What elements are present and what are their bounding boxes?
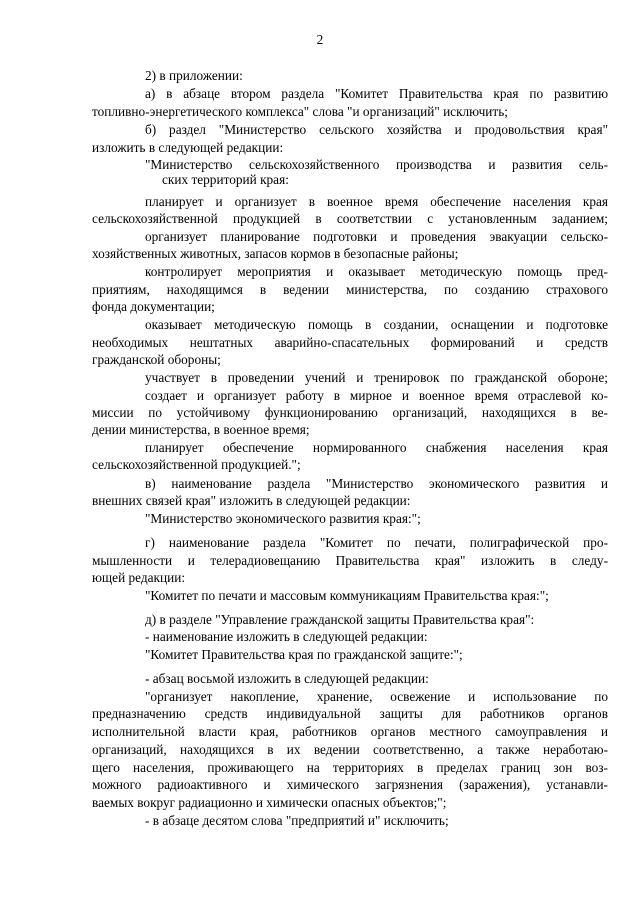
text-line: а) в абзаце втором раздела "Комитет Правительства края по развитию: [145, 86, 608, 101]
text-line: создает и организует работу в мирное и военное время отраслевой ко-: [145, 388, 608, 403]
text-line: хозяйственных животных, запасов кормов в безопасные районы;: [92, 246, 459, 261]
text-line: "Комитет Правительства края по гражданской защите:";: [145, 647, 463, 662]
text-line: - наименование изложить в следующей редакции:: [145, 629, 428, 644]
text-line: исполнительной власти края, работников органов местного самоуправления и: [92, 724, 608, 739]
text-line: фонда документации;: [92, 299, 215, 314]
text-line: дении министерства, в военное время;: [92, 422, 310, 437]
text-line: "Министерство сельскохозяйственного производства и развития сель-: [145, 157, 608, 172]
text-line: контролирует мероприятия и оказывает методическую помощь пред-: [145, 264, 608, 279]
text-line: "организует накопление, хранение, освежение и использование по: [145, 689, 608, 704]
text-line: в) наименование раздела "Министерство экономического развития и: [145, 476, 608, 491]
text-line: "Министерство экономического развития края:";: [145, 511, 421, 526]
text-line: "Комитет по печати и массовым коммуникациям Правительства края:";: [145, 588, 549, 603]
text-line: организует планирование подготовки и проведения эвакуации сельско-: [145, 229, 608, 244]
text-line: оказывает методическую помощь в создании, оснащении и подготовке: [145, 317, 608, 332]
text-line: - абзац восьмой изложить в следующей редакции:: [145, 671, 429, 686]
text-line: 2) в приложении:: [145, 68, 243, 83]
text-line: необходимых нештатных аварийно-спасательных формирований и средств: [92, 335, 608, 350]
text-line: приятиям, находящимся в ведении министерства, по созданию страхового: [92, 282, 608, 297]
text-line: - в абзаце десятом слова "предприятий и" исключить;: [145, 813, 449, 828]
text-line: миссии по устойчивому функционированию организаций, находящихся в ве-: [92, 405, 608, 420]
text-line: г) наименование раздела "Комитет по печати, полиграфической про-: [145, 535, 608, 550]
text-line: ских территорий края:: [162, 172, 289, 187]
text-line: топливно-энергетического комплекса" слова "и организаций" исключить;: [92, 104, 508, 119]
text-line: планирует обеспечение нормированного снабжения населения края: [145, 440, 608, 455]
text-line: сельскохозяйственной продукцией в соответствии с установленным заданием;: [92, 211, 608, 226]
text-line: щего населения, проживающего на территориях в пределах границ зон воз-: [92, 760, 608, 775]
text-line: организаций, находящихся в их ведении соответственно, а также неработаю-: [92, 742, 608, 757]
text-line: участвует в проведении учений и тренировок по гражданской обороне;: [145, 370, 608, 385]
text-line: предназначению средств индивидуальной защиты для работников органов: [92, 706, 608, 721]
text-line: д) в разделе "Управление гражданской защиты Правительства края":: [145, 612, 535, 627]
text-line: внешних связей края" изложить в следующей редакции:: [92, 493, 411, 508]
text-line: можного радиоактивного и химического загрязнения (заражения), устанавли-: [92, 777, 608, 792]
text-line: б) раздел "Министерство сельского хозяйства и продовольствия края": [145, 122, 608, 137]
text-line: гражданской обороны;: [92, 352, 221, 367]
page-number: 2: [316, 32, 324, 47]
text-line: изложить в следующей редакции:: [92, 140, 284, 155]
text-line: планирует и организует в военное время обеспечение населения края: [145, 194, 608, 209]
text-line: мышленности и телерадиовещанию Правительства края" изложить в следу-: [92, 553, 608, 568]
text-line: ющей редакции:: [92, 570, 186, 585]
text-line: ваемых вокруг радиационно и химически опасных объектов;";: [92, 795, 447, 810]
text-line: сельскохозяйственной продукцией.";: [92, 457, 301, 472]
